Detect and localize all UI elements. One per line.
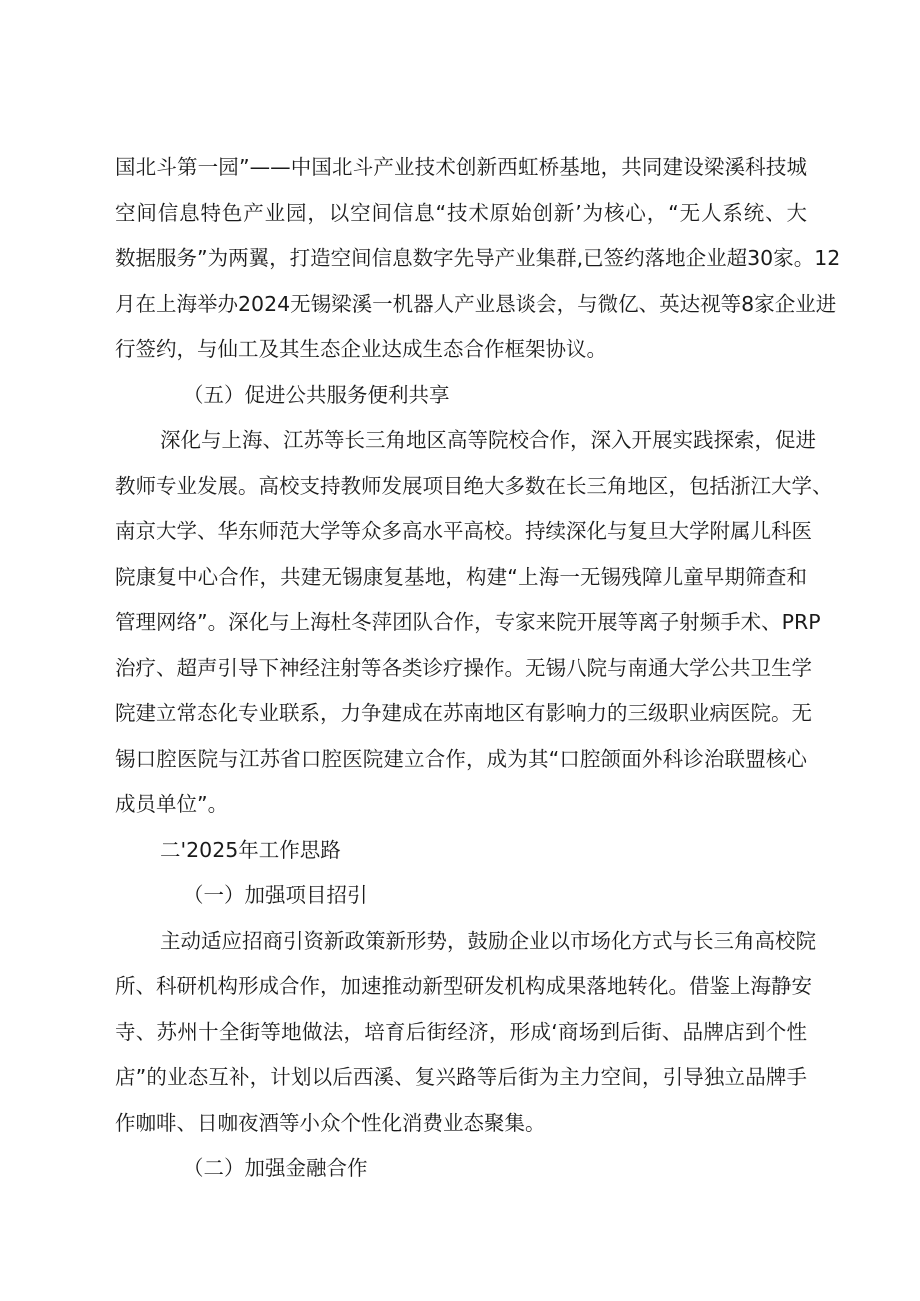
text-line: 管理网络”。深化与上海杜冬萍团队合作，专家来院开展等离子射频手术、PRP — [115, 610, 821, 634]
text-line: 作咖啡、日咖夜酒等小众个性化消费业态聚集。 — [115, 1110, 546, 1135]
text-line: 锡口腔医院与江苏省口腔医院建立合作，成为其“口腔颌面外科诊治联盟核心 — [115, 746, 807, 771]
section-heading: 二'2025年工作思路 — [160, 837, 341, 862]
text-line: 寺、苏州十全街等地做法，培育后街经济，形成‘商场到后街、品牌店到个性 — [115, 1019, 807, 1044]
section-subheading: （一）加强项目招引 — [183, 883, 368, 907]
text-line: 所、科研机构形成合作，加速推动新型研发机构成果落地转化。借鉴上海静安 — [115, 974, 812, 998]
text-line: 治疗、超声引导下神经注射等各类诊疗操作。无锡八院与南通大学公共卫生学 — [115, 655, 812, 680]
paragraph-first-line: 主动适应招商引资新政策新形势，鼓励企业以市场化方式与长三角高校院 — [160, 928, 816, 953]
text-line: 院建立常态化专业联系，力争建成在苏南地区有影响力的三级职业病医院。无 — [115, 701, 812, 725]
text-line: 行签约，与仙工及其生态企业达成生态合作框架协议。 — [115, 337, 607, 361]
text-line: 店”的业态互补，计划以后西溪、复兴路等后街为主力空间，引导独立品牌手 — [115, 1065, 807, 1089]
text-line: 月在上海举办2024无锡梁溪一机器人产业恳谈会，与微亿、英达视等8家企业进 — [115, 291, 837, 316]
text-line: 教师专业发展。高校支持教师发展项目绝大多数在长三角地区，包括浙江大学、 — [115, 473, 833, 498]
paragraph-first-line: 深化与上海、江苏等长三角地区高等院校合作，深入开展实践探索，促进 — [160, 428, 816, 452]
text-line: 空间信息特色产业园，以空间信息“技术原始创新’为核心，“无人系统、大 — [115, 200, 807, 225]
section-subheading: （五）促进公共服务便利共享 — [183, 382, 450, 407]
section-subheading: （二）加强金融合作 — [183, 1156, 368, 1180]
text-line: 数据服务”为两翼，打造空间信息数字先导产业集群,已签约落地企业超30家。12 — [115, 246, 841, 270]
text-line: 国北斗第一园”——中国北斗产业技术创新西虹桥基地，共同建设梁溪科技城 — [115, 155, 807, 179]
text-line: 成员单位”。 — [115, 792, 229, 816]
text-line: 南京大学、华东师范大学等众多高水平高校。持续深化与复旦大学附属儿科医 — [115, 519, 812, 543]
text-line: 院康复中心合作，共建无锡康复基地，构建“上海一无锡残障儿童早期筛查和 — [115, 564, 807, 589]
